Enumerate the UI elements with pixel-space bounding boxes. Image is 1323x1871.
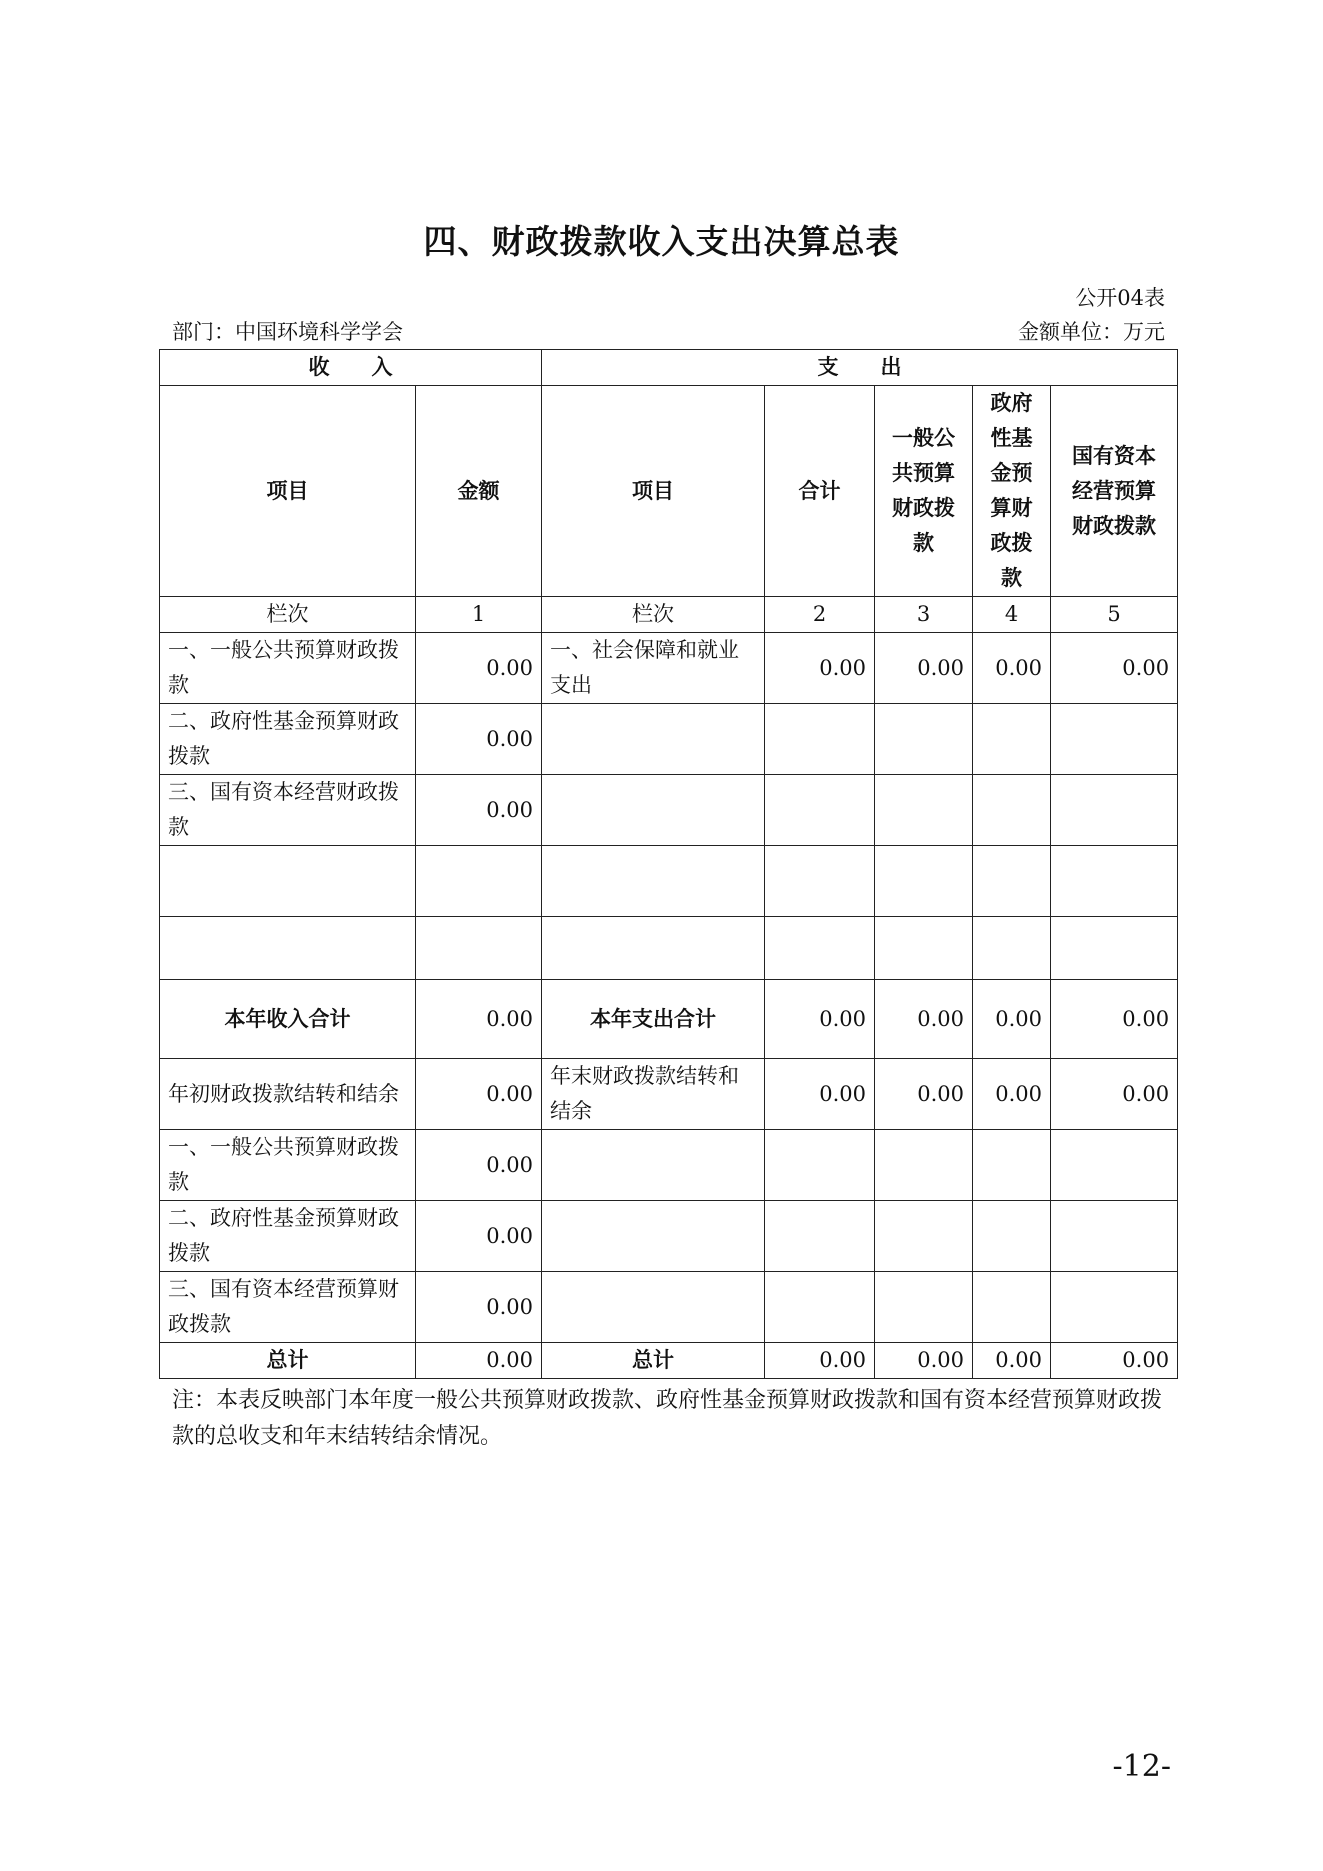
income-item: 一、一般公共预算财政拨款 xyxy=(160,633,416,704)
expense-item xyxy=(542,846,765,917)
income-item xyxy=(160,917,416,980)
expense-general xyxy=(875,775,973,846)
grand-expense-total: 0.00 xyxy=(765,1343,875,1379)
table-row xyxy=(160,1272,1178,1343)
col-state-capital: 国有资本经营预算财政拨款 xyxy=(1051,386,1178,597)
expense-gov-fund xyxy=(973,775,1051,846)
year-expense-general: 0.00 xyxy=(875,980,973,1059)
unit-label: 金额单位：万元 xyxy=(1018,320,1165,344)
col-expense-item: 项目 xyxy=(542,386,765,597)
col-index-2: 2 xyxy=(765,597,875,633)
col-gov-fund: 政府性基金预算财政拨款 xyxy=(973,386,1051,597)
carry-sub-item: 三、国有资本经营预算财政拨款 xyxy=(160,1272,416,1343)
carry-sub-amount: 0.00 xyxy=(416,1201,542,1272)
col-income-item: 项目 xyxy=(160,386,416,597)
carry-expense-gov-fund: 0.00 xyxy=(973,1059,1051,1130)
table-row xyxy=(160,775,1178,846)
income-amount: 0.00 xyxy=(416,775,542,846)
carry-sub-item: 一、一般公共预算财政拨款 xyxy=(160,1130,416,1201)
expense-header: 支 出 xyxy=(542,350,1178,386)
expense-gov-fund xyxy=(973,846,1051,917)
table-code: 公开04表 xyxy=(1075,286,1165,310)
income-header: 收 入 xyxy=(160,350,542,386)
col-index-5: 5 xyxy=(1051,597,1178,633)
carry-row xyxy=(160,1059,1178,1130)
income-item xyxy=(160,846,416,917)
grand-expense-gov-fund: 0.00 xyxy=(973,1343,1051,1379)
table-note: 注：本表反映部门本年度一般公共预算财政拨款、政府性基金预算财政拨款和国有资本经营预算财政拨款的总收支和年末结转结余情况。 xyxy=(172,1388,1163,1449)
grand-total-row xyxy=(160,1343,1178,1379)
table-row xyxy=(160,704,1178,775)
budget-table xyxy=(159,349,1178,1379)
expense-item xyxy=(542,775,765,846)
table-row xyxy=(160,917,1178,980)
department-label: 部门：中国环境科学学会 xyxy=(172,320,403,344)
income-item: 三、国有资本经营财政拨款 xyxy=(160,775,416,846)
expense-item xyxy=(542,917,765,980)
expense-state-capital xyxy=(1051,846,1178,917)
year-expense-state-capital: 0.00 xyxy=(1051,980,1178,1059)
year-expense-total-label: 本年支出合计 xyxy=(542,980,765,1059)
expense-state-capital: 0.00 xyxy=(1051,633,1178,704)
year-expense-total: 0.00 xyxy=(765,980,875,1059)
carry-sub-amount: 0.00 xyxy=(416,1130,542,1201)
table-row xyxy=(160,1130,1178,1201)
carry-income-item: 年初财政拨款结转和结余 xyxy=(160,1059,416,1130)
income-amount: 0.00 xyxy=(416,704,542,775)
table-row xyxy=(160,633,1178,704)
grand-expense-state-capital: 0.00 xyxy=(1051,1343,1178,1379)
expense-total xyxy=(765,775,875,846)
expense-general xyxy=(875,846,973,917)
grand-expense-general: 0.00 xyxy=(875,1343,973,1379)
expense-general xyxy=(875,917,973,980)
expense-gov-fund xyxy=(973,917,1051,980)
expense-state-capital xyxy=(1051,917,1178,980)
expense-gov-fund: 0.00 xyxy=(973,633,1051,704)
col-income-amount: 金额 xyxy=(416,386,542,597)
col-general-budget: 一般公共预算财政拨款 xyxy=(875,386,973,597)
income-item: 二、政府性基金预算财政拨款 xyxy=(160,704,416,775)
expense-state-capital xyxy=(1051,704,1178,775)
year-total-row xyxy=(160,980,1178,1059)
expense-gov-fund xyxy=(973,704,1051,775)
grand-income-amount: 0.00 xyxy=(416,1343,542,1379)
carry-expense-total: 0.00 xyxy=(765,1059,875,1130)
income-amount: 0.00 xyxy=(416,633,542,704)
col-index-4: 4 xyxy=(973,597,1051,633)
year-expense-gov-fund: 0.00 xyxy=(973,980,1051,1059)
carry-expense-item: 年末财政拨款结转和结余 xyxy=(542,1059,765,1130)
expense-total xyxy=(765,846,875,917)
expense-total xyxy=(765,704,875,775)
col-index-1: 1 xyxy=(416,597,542,633)
expense-total: 0.00 xyxy=(765,633,875,704)
grand-expense-label: 总计 xyxy=(542,1343,765,1379)
table-row xyxy=(160,1201,1178,1272)
page-title: 四、财政拨款收入支出决算总表 xyxy=(423,222,900,261)
income-amount xyxy=(416,846,542,917)
expense-total xyxy=(765,917,875,980)
year-income-total-amount: 0.00 xyxy=(416,980,542,1059)
income-amount xyxy=(416,917,542,980)
carry-expense-general: 0.00 xyxy=(875,1059,973,1130)
grand-income-label: 总计 xyxy=(160,1343,416,1379)
expense-item: 一、社会保障和就业支出 xyxy=(542,633,765,704)
col-index-label-2: 栏次 xyxy=(542,597,765,633)
col-total: 合计 xyxy=(765,386,875,597)
expense-state-capital xyxy=(1051,775,1178,846)
table-row xyxy=(160,846,1178,917)
year-income-total-label: 本年收入合计 xyxy=(160,980,416,1059)
carry-sub-amount: 0.00 xyxy=(416,1272,542,1343)
carry-income-amount: 0.00 xyxy=(416,1059,542,1130)
page-number: -12- xyxy=(1112,1749,1171,1784)
carry-expense-state-capital: 0.00 xyxy=(1051,1059,1178,1130)
col-index-label: 栏次 xyxy=(160,597,416,633)
expense-item xyxy=(542,704,765,775)
carry-sub-item: 二、政府性基金预算财政拨款 xyxy=(160,1201,416,1272)
expense-general xyxy=(875,704,973,775)
expense-general: 0.00 xyxy=(875,633,973,704)
col-index-3: 3 xyxy=(875,597,973,633)
